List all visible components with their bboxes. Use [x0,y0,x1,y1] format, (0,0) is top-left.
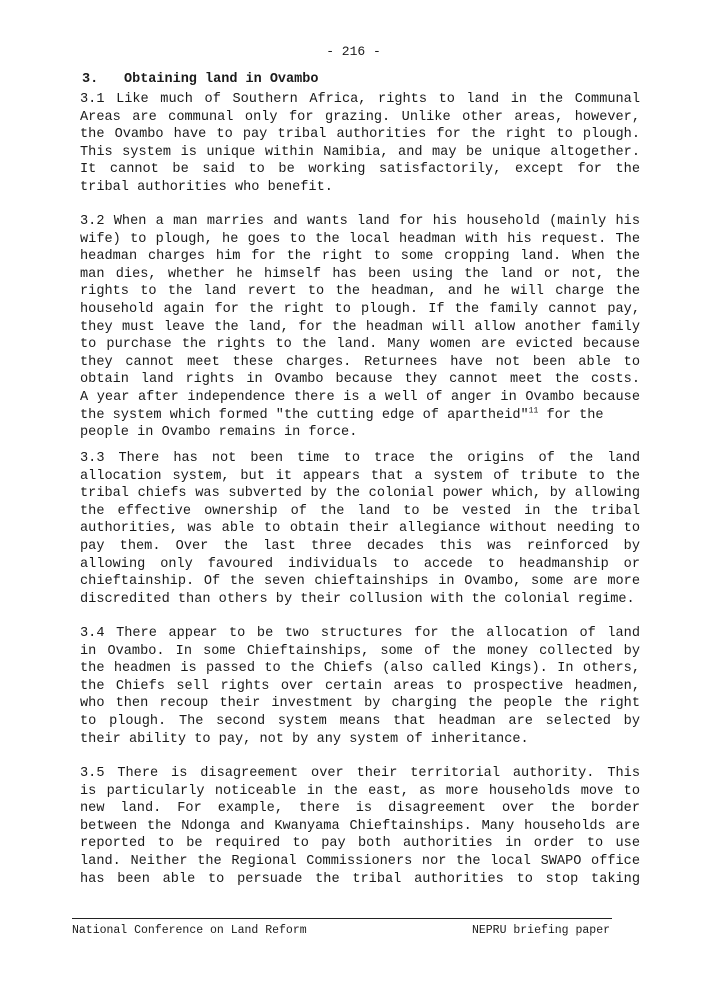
text-line: the effective ownership of the land to be vested in the tribal [80,503,640,519]
text-line: who then recoup their investment by charging the people the right [80,696,640,712]
text-line: in Ovambo. In some Chieftainships, some of the money collected by [80,643,640,659]
text-line: 3.5 There is disagreement over their territorial authority. This [80,766,640,781]
footer-rule [72,918,612,919]
text-line: the Chiefs sell rights over certain areas to prospective headmen, [80,678,640,694]
text-line: 3.1 Like much of Southern Africa, rights to land in the Communal [80,92,640,107]
page-number: - 216 - [326,44,381,59]
section-number: 3. [82,72,99,87]
section-heading [82,72,318,87]
footer-left: National Conference on Land Reform [72,924,307,937]
text-line: household again for the right to plough. If the family cannot pay, [80,301,640,317]
text-line: rights to the land revert to the headman, and he will charge the [80,284,640,300]
text-line: discredited than others by their collusion with the colonial regime. [80,591,635,607]
text-line: Areas are communal only for grazing. Unlike other areas, however, [80,109,640,125]
text-line: the headmen is passed to the Chiefs (also called Kings). In others, [80,661,640,677]
text-line: allocation system, but it appears that a system of tribute to the [80,468,640,484]
text-line: headman charges him for the right to some cropping land. When the [80,249,640,265]
text-line: This system is unique within Namibia, and may be unique altogether. [80,144,640,160]
paragraph-3-5 [80,765,640,888]
text-line: tribal chiefs was subverted by the colonial power which, by allowing [80,486,640,502]
text-line: between the Ndonga and Kwanyama Chieftainships. Many households are [80,818,640,834]
text-line: to plough. The second system means that headman are selected by [80,713,640,729]
text-line [80,407,640,425]
text-line: has been able to persuade the tribal authorities to stop taking [80,871,640,887]
text-line: 3.4 There appear to be two structures for the allocation of land [80,626,640,641]
text-line: obtain land rights in Ovambo because they cannot meet the costs. [80,372,640,388]
text-line-tail: for the [538,407,604,423]
text-line: they cannot meet these charges. Returnees have not been able to [80,354,640,370]
section-title: Obtaining land in Ovambo [124,72,319,87]
footnote-ref: 11 [528,406,539,415]
text-line: reported to be required to pay both authorities in order to use [80,836,640,852]
text-line: the Ovambo have to pay tribal authorities for the right to plough. [80,127,640,143]
text-line: 3.3 There has not been time to trace the origins of the land [80,451,640,466]
text-line: pay them. Over the last three decades this was reinforced by [80,538,640,554]
text-line-main: the system which formed "the cutting edge of apartheid" [80,407,529,423]
text-line: they must leave the land, for the headman will allow another family [80,319,640,335]
text-line: It cannot be said to be working satisfactorily, except for the [80,162,640,178]
text-line: new land. For example, there is disagreement over the border [80,801,640,817]
text-line: land. Neither the Regional Commissioners nor the local SWAPO office [80,853,640,869]
text-line: tribal authorities who benefit. [80,179,333,195]
text-line: chieftainship. Of the seven chieftainships in Ovambo, some are more [80,574,640,590]
text-line: allowing only favoured individuals to accede to headmanship or [80,556,640,572]
paragraph-3-3 [80,450,640,608]
footer-right: NEPRU briefing paper [471,924,610,937]
text-line: wife) to plough, he goes to the local headman with his request. The [80,231,640,247]
text-line: their ability to pay, not by any system of inheritance. [80,731,529,747]
text-line: people in Ovambo remains in force. [80,425,358,441]
paragraph-3-1 [80,91,640,197]
paragraph-3-2 [80,213,640,442]
paragraph-3-4 [80,625,640,748]
text-line: 3.2 When a man marries and wants land for his household (mainly his [80,214,640,229]
text-line: man dies, whether he himself has been using the land or not, the [80,266,640,282]
text-line: authorities, was able to obtain their allegiance without needing to [80,521,640,537]
text-line: A year after independence there is a well of anger in Ovambo because [80,389,640,405]
text-line: is particularly noticeable in the east, as more households move to [80,783,640,799]
text-line: to purchase the rights to the land. Many women are evicted because [80,337,640,353]
